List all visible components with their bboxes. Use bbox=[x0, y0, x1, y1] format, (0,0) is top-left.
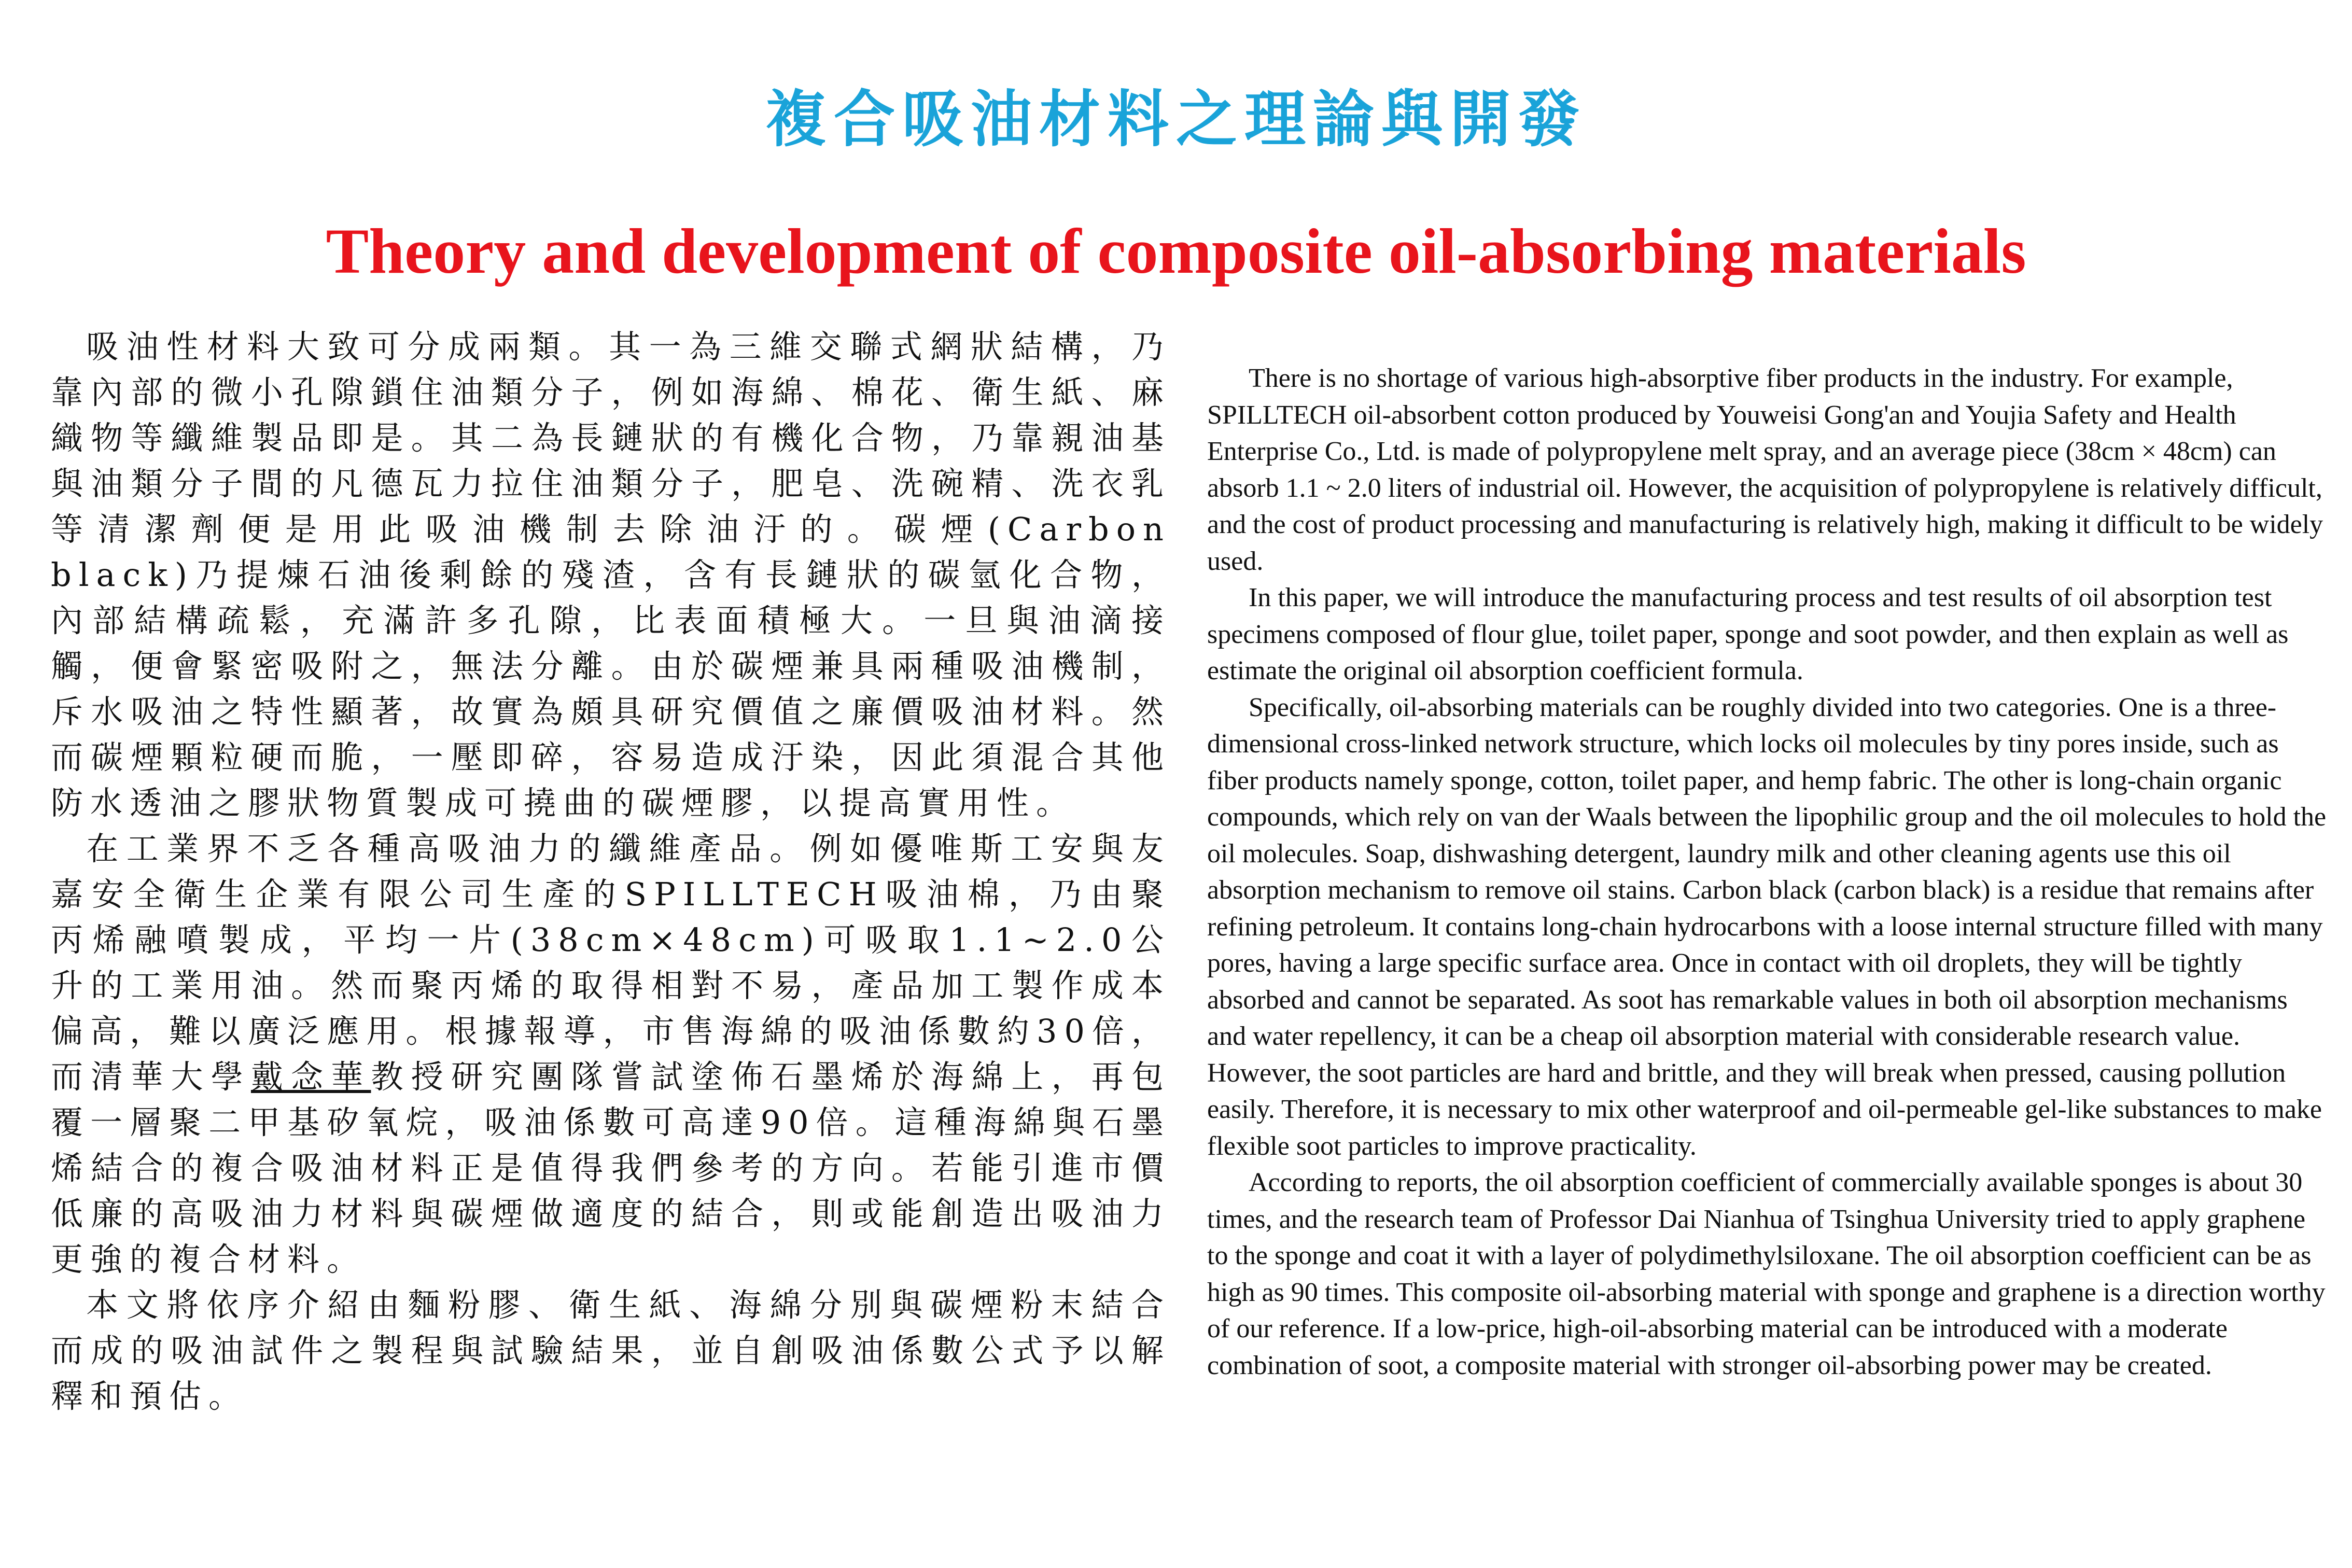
en-paragraph-4: According to reports, the oil absorption coefficient of commercially available sponges is about 30 times, and the research team of Professor Dai Nianhua of Tsinghua University tried to apply graphene to the sponge and coat it with a layer of polydimethylsiloxane. The oil absorption coefficient can be as high as 90 times. This composite oil-absorbing material with sponge and graphene is a direction worthy of our reference. If a low-price, high-oil-absorbing material can be introduced with a moderate combination of soot, a composite material with stronger oil-absorbing power may be created. bbox=[1207, 1168, 2326, 1380]
title-english: Theory and development of composite oil-absorbing materials bbox=[326, 216, 2026, 287]
zh-paragraph-1: 吸油性材料大致可分成兩類。其一為三維交聯式網狀結構，乃靠內部的微小孔隙鎖住油類分子，例如海綿、棉花、衛生紙、麻織物等纖維製品即是。其二為長鏈狀的有機化合物，乃靠親油基與油類分子間的凡德瓦力拉住油類分子，肥皂、洗碗精、洗衣乳等清潔劑便是用此吸油機制去除油汙的。碳煙(Carbon black)乃提煉石油後剩餘的殘渣，含有長鏈狀的碳氫化合物，內部結構疏鬆，充滿許多孔隙，比表面積極大。一旦與油滴接觸，便會緊密吸附之，無法分離。由於碳煙兼具兩種吸油機制，斥水吸油之特性顯著，故實為頗具研究價值之廉價吸油材料。然而碳煙顆粒硬而脆，一壓即碎，容易造成汙染，因此須混合其他防水透油之膠狀物質製成可撓曲的碳煙膠，以提高實用性。 bbox=[51, 328, 1171, 822]
zh-paragraph-2-part-1: 在工業界不乏各種高吸油力的纖維產品。例如優唯斯工安與友嘉安全衛生企業有限公司生產的SPILLTECH吸油棉，乃由聚丙烯融噴製成，平均一片(38cm×48cm)可吸取1.1~2.0公升的工業用油。然而聚丙烯的取得相對不易，產品加工製作成本偏高，難以廣泛應用。根據報導，市售海綿的吸油係數約30倍，而清華大學 bbox=[51, 830, 1171, 1096]
zh-paragraph-2-part-2: 教授研究團隊嘗試塗佈石墨烯於海綿上，再包覆一層聚二甲基矽氧烷，吸油係數可高達90倍。這種海綿與石墨烯結合的複合吸油材料正是值得我們參考的方向。若能引進市價低廉的高吸油力材料與碳煙做適度的結合，則或能創造出吸油力更強的複合材料。 bbox=[51, 1058, 1171, 1278]
zh-paragraph-3: 本文將依序介紹由麵粉膠、衛生紙、海綿分別與碳煙粉末結合而成的吸油試件之製程與試驗結果，並自創吸油係數公式予以解釋和預估。 bbox=[51, 1286, 1171, 1415]
en-paragraph-2: In this paper, we will introduce the manufacturing process and test results of oil absorption test specimens composed of flour glue, toilet paper, sponge and soot powder, and then explain as well as estimate the original oil absorption coefficient formula. bbox=[1207, 583, 2289, 685]
title-chinese: 複合吸油材料之理論與開發 bbox=[765, 83, 1587, 155]
english-column bbox=[1207, 360, 2327, 1532]
zh-paragraph-2 bbox=[51, 826, 1171, 1282]
chinese-column bbox=[51, 324, 1171, 1532]
en-paragraph-3: Specifically, oil-absorbing materials can be roughly divided into two categories. One is a three-dimensional cross-linked network structure, which locks oil molecules by tiny pores inside, such as fiber products namely sponge, cotton, toilet paper, and hemp fabric. The other is long-chain organic compounds, which rely on van der Waals between the lipophilic group and the oil molecules to hold the oil molecules. Soap, dishwashing detergent, laundry milk and other cleaning agents use this oil absorption mechanism to remove oil stains. Carbon black (carbon black) is a residue that remains after refining petroleum. It contains long-chain hydrocarbons with a loose internal structure filled with many pores, having a large specific surface area. Once in contact with oil droplets, they will be tightly absorbed and cannot be separated. As soot has remarkable values in both oil absorption mechanisms and water repellency, it can be a cheap oil absorption material with considerable research value. However, the soot particles are hard and brittle, and they will break when pressed, causing pollution easily. Therefore, it is necessary to mix other waterproof and oil-permeable gel-like substances to make flexible soot particles to improve practicality. bbox=[1207, 692, 2327, 1161]
en-paragraph-1: There is no shortage of various high-absorptive fiber products in the industry. For example, SPILLTECH oil-absorbent cotton produced by Youweisi Gong'an and Youjia Safety and Health Enterprise Co., Ltd. is made of polypropylene melt spray, and an average piece (38cm × 48cm) can absorb 1.1 ~ 2.0 liters of industrial oil. However, the acquisition of polypropylene is relatively difficult, and the cost of product processing and manufacturing is relatively high, making it difficult to be widely used. bbox=[1207, 363, 2323, 576]
zh-professor-name: 戴念華 bbox=[250, 1058, 371, 1096]
